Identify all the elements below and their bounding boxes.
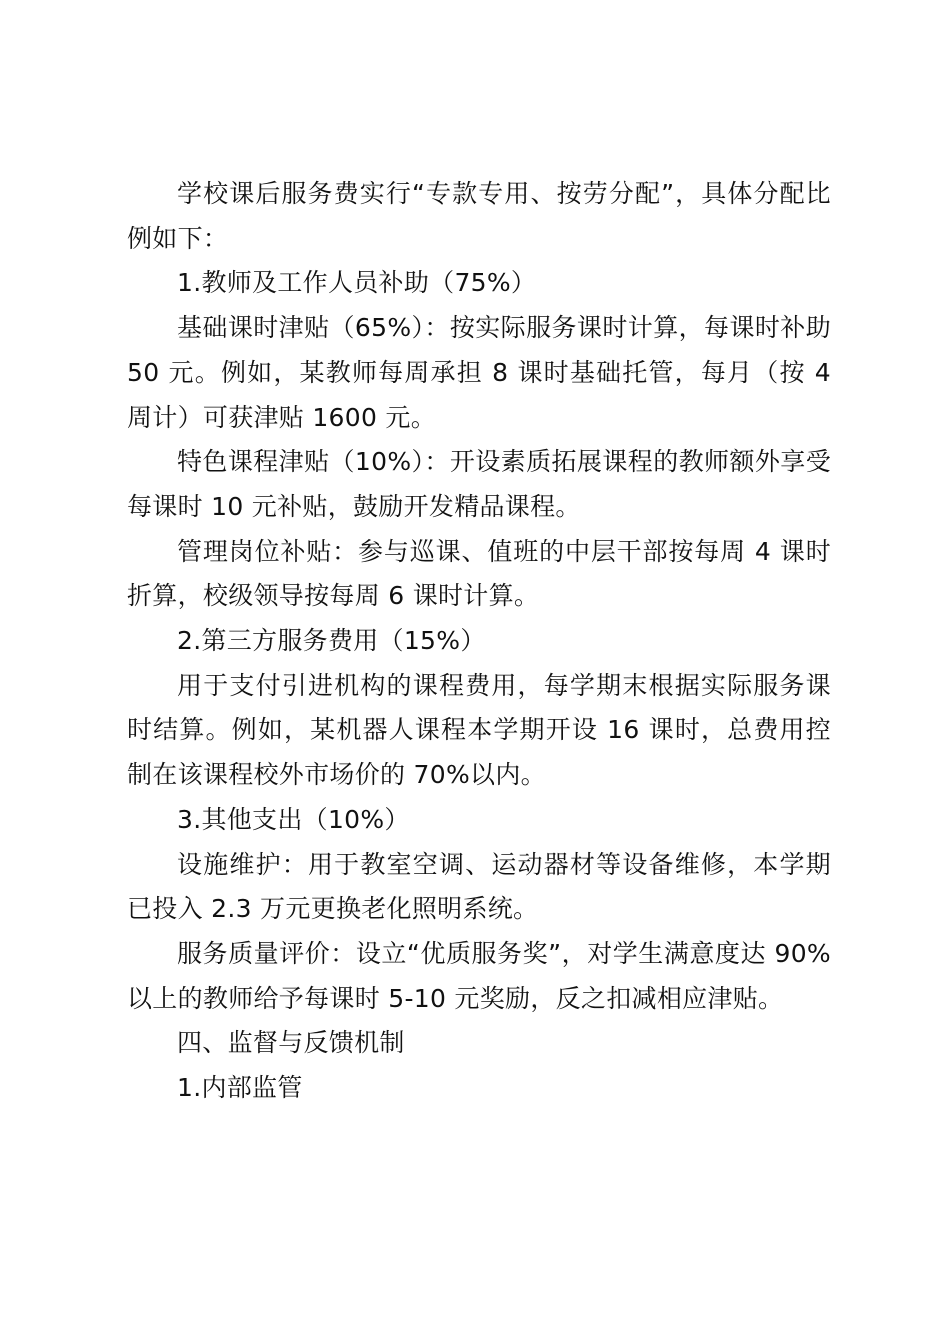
- paragraph-basic-hour-allowance: 基础课时津贴（65%）：按实际服务课时计算，每课时补助 50 元。例如，某教师每周承担 8 课时基础托管，每月（按 4 周计）可获津贴 1600 元。: [127, 313, 831, 432]
- heading-internal-supervision: 1.内部监管: [177, 1073, 303, 1103]
- heading-third-party-fees: 2.第三方服务费用（15%）: [177, 626, 486, 656]
- heading-supervision-feedback: 四、监督与反馈机制: [177, 1028, 405, 1058]
- paragraph-quality-evaluation: 服务质量评价：设立“优质服务奖”，对学生满意度达 90%以上的教师给予每课时 5-10 元奖励，反之扣减相应津贴。: [127, 938, 831, 1013]
- document-body: [127, 172, 831, 1111]
- heading-other-expenses: 3.其他支出（10%）: [177, 804, 410, 834]
- heading-teacher-staff-subsidy: 1.教师及工作人员补助（75%）: [177, 268, 537, 298]
- paragraph-third-party-details: 用于支付引进机构的课程费用，每学期末根据实际服务课时结算。例如，某机器人课程本学期开设 16 课时，总费用控制在该课程校外市场价的 70%以内。: [127, 670, 831, 790]
- paragraph-management-subsidy: 管理岗位补贴：参与巡课、值班的中层干部按每周 4 课时折算，校级领导按每周 6 课时计算。: [127, 536, 831, 611]
- paragraph-fee-allocation-intro: 学校课后服务费实行“专款专用、按劳分配”，具体分配比例如下：: [127, 179, 831, 253]
- paragraph-special-course-allowance: 特色课程津贴（10%）：开设素质拓展课程的教师额外享受每课时 10 元补贴，鼓励开发精品课程。: [127, 447, 831, 521]
- paragraph-facility-maintenance: 设施维护：用于教室空调、运动器材等设备维修，本学期已投入 2.3 万元更换老化照明系统。: [127, 849, 831, 924]
